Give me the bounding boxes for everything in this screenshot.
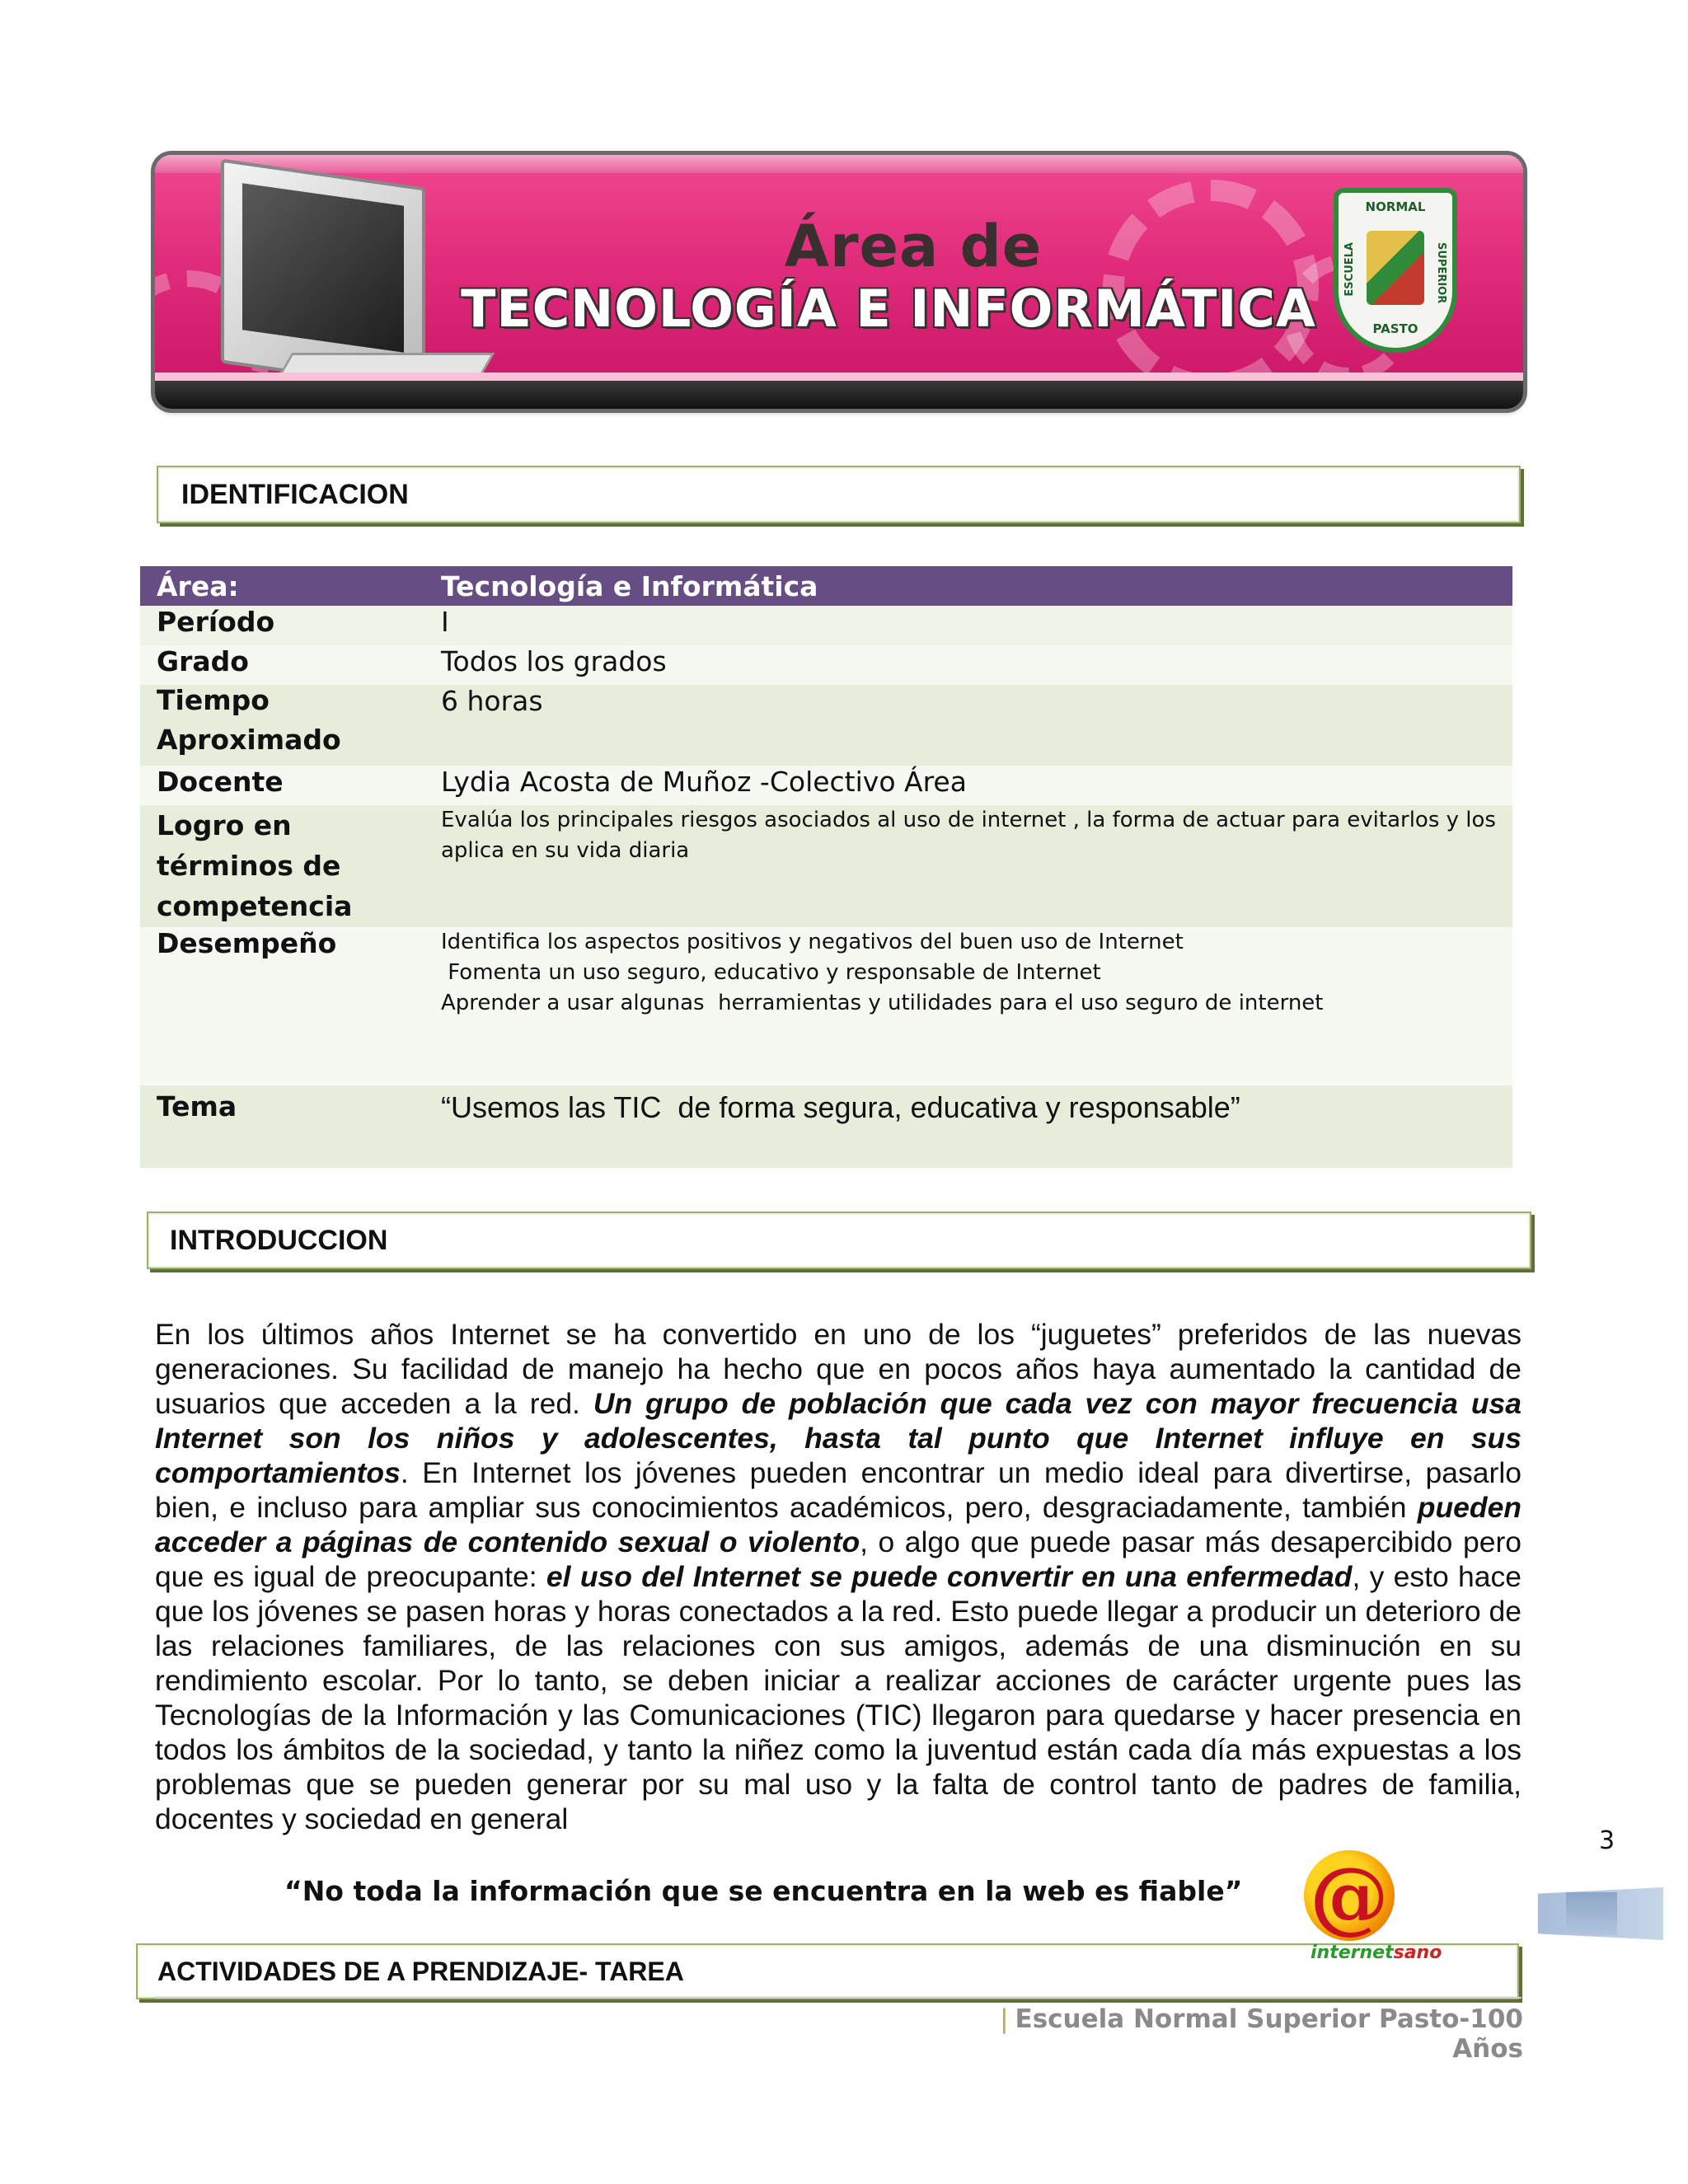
table-row [140, 685, 1512, 766]
banner-top-stripe [155, 155, 1523, 173]
row-label: Grado [140, 645, 424, 685]
intro-text: , o algo que puede pasar más desapercibido pero que es igual de preocupante: [155, 1526, 1522, 1593]
intro-paragraph [155, 1317, 1522, 1836]
table-row [140, 606, 1512, 645]
row-label: Desempeño [140, 927, 424, 1085]
row-label: Logro en términos de competencia [140, 805, 424, 927]
row-label: Tiempo Aproximado [140, 685, 424, 766]
table-row [140, 1085, 1512, 1168]
row-value: 6 horas [424, 685, 1512, 766]
row-value: Tecnología e Informática [424, 566, 1512, 606]
crest-left-text: ESCUELA [1343, 242, 1356, 297]
footer [956, 2004, 1523, 2064]
footer-text: Escuela Normal Superior Pasto-100 Años [1015, 2004, 1523, 2064]
at-sign-icon: @ [1304, 1850, 1395, 1941]
row-value: Todos los grados [424, 645, 1512, 685]
row-label: Período [140, 606, 424, 645]
identification-table [140, 566, 1512, 1168]
logo-text: internetsano [1311, 1943, 1442, 1963]
crest-right-text: SUPERIOR [1435, 242, 1447, 304]
intro-text: , y esto hace que los jóvenes se pasen horas y horas conectados a la red. Esto puede llegar a producir un deterioro de las relaciones familiares, de las relaciones con sus amigos, además de una disminución en su rendimiento escolar. Por lo tanto, se deben iniciar a realizar acciones de carácter urgente pues las Tecnologías de la Información y las Comunicaciones (TIC) llegaron para quedarse y hacer presencia en todos los ámbitos de la sociedad, y tanto la niñez como la juventud están cada día más expuestas a los problemas que se pueden generar por su mal uso y la falta de control tanto de padres de familia, docentes y sociedad en general [155, 1560, 1522, 1835]
crest-bottom-text: PASTO [1372, 321, 1418, 336]
table-row [140, 766, 1512, 805]
table-row [140, 645, 1512, 685]
header-banner [155, 155, 1523, 409]
footer-separator: | [1000, 2004, 1009, 2034]
school-crest-logo [1334, 188, 1457, 353]
banner-bottom-stripe-light [155, 373, 1523, 381]
footer-divider [155, 1997, 1522, 1999]
section-title: ACTIVIDADES DE A PRENDIZAJE- TAREA [157, 1956, 684, 1986]
row-label: Área: [140, 566, 424, 606]
intro-text: En los últimos años Internet se ha convertido en uno de los “juguetes” preferidos de las nuevas generaciones. Su facilidad de manejo ha hecho que en pocos años haya aumentado la cantidad de usuarios que acceden a la red. [155, 1318, 1522, 1420]
row-value: “Usemos las TIC de forma segura, educativa y responsable” [424, 1085, 1512, 1168]
row-value: Identifica los aspectos positivos y negativos del buen uso de Internet Fomenta un uso seguro, educativo y responsable de Internet Aprender a usar algunas herramientas y utilidades para el uso seguro de internet [424, 927, 1512, 1085]
internet-sano-logo [1286, 1850, 1451, 1974]
section-header-introduccion [147, 1212, 1531, 1269]
row-label: Docente [140, 766, 424, 805]
banner-title-line1: Área de [784, 213, 1043, 280]
table-row [140, 927, 1512, 1085]
row-label: Tema [140, 1085, 424, 1168]
intro-emphasis: el uso del Internet se puede convertir en una enfermedad [546, 1560, 1353, 1593]
section-title: INTRODUCCION [170, 1224, 388, 1256]
row-value: Lydia Acosta de Muñoz -Colectivo Área [424, 766, 1512, 805]
table-row [140, 805, 1512, 927]
table-row [140, 566, 1512, 606]
section-title: IDENTIFICACION [181, 478, 409, 510]
row-value: I [424, 606, 1512, 645]
section-header-identificacion [157, 466, 1521, 523]
intro-text: . En Internet los jóvenes pueden encontrar un medio ideal para divertirse, pasarlo bien, e incluso para ampliar sus conocimientos académicos, pero, desgraciadamente, también [155, 1456, 1522, 1524]
row-value: Evalúa los principales riesgos asociados al uso de internet , la forma de actuar para evitarlos y los aplica en su vida diaria [424, 805, 1512, 927]
page-tab-marker [1538, 1887, 1663, 1940]
quote-text: “No toda la información que se encuentra en la web es fiable” [284, 1875, 1243, 1907]
page-number: 3 [1599, 1826, 1615, 1855]
crest-emblem-icon [1367, 231, 1424, 305]
intro-emphasis: Un grupo de población que cada vez con mayor frecuencia usa Internet son los niños y adolescentes, hasta tal punto que Internet influye en sus comportamientos [155, 1387, 1522, 1489]
banner-bottom-stripe [155, 381, 1523, 409]
intro-emphasis: pueden acceder a páginas de contenido sexual o violento [155, 1491, 1522, 1558]
banner-title-line2: TECNOLOGÍA E INFORMÁTICA [461, 279, 1316, 339]
crest-top-text: NORMAL [1365, 199, 1426, 214]
